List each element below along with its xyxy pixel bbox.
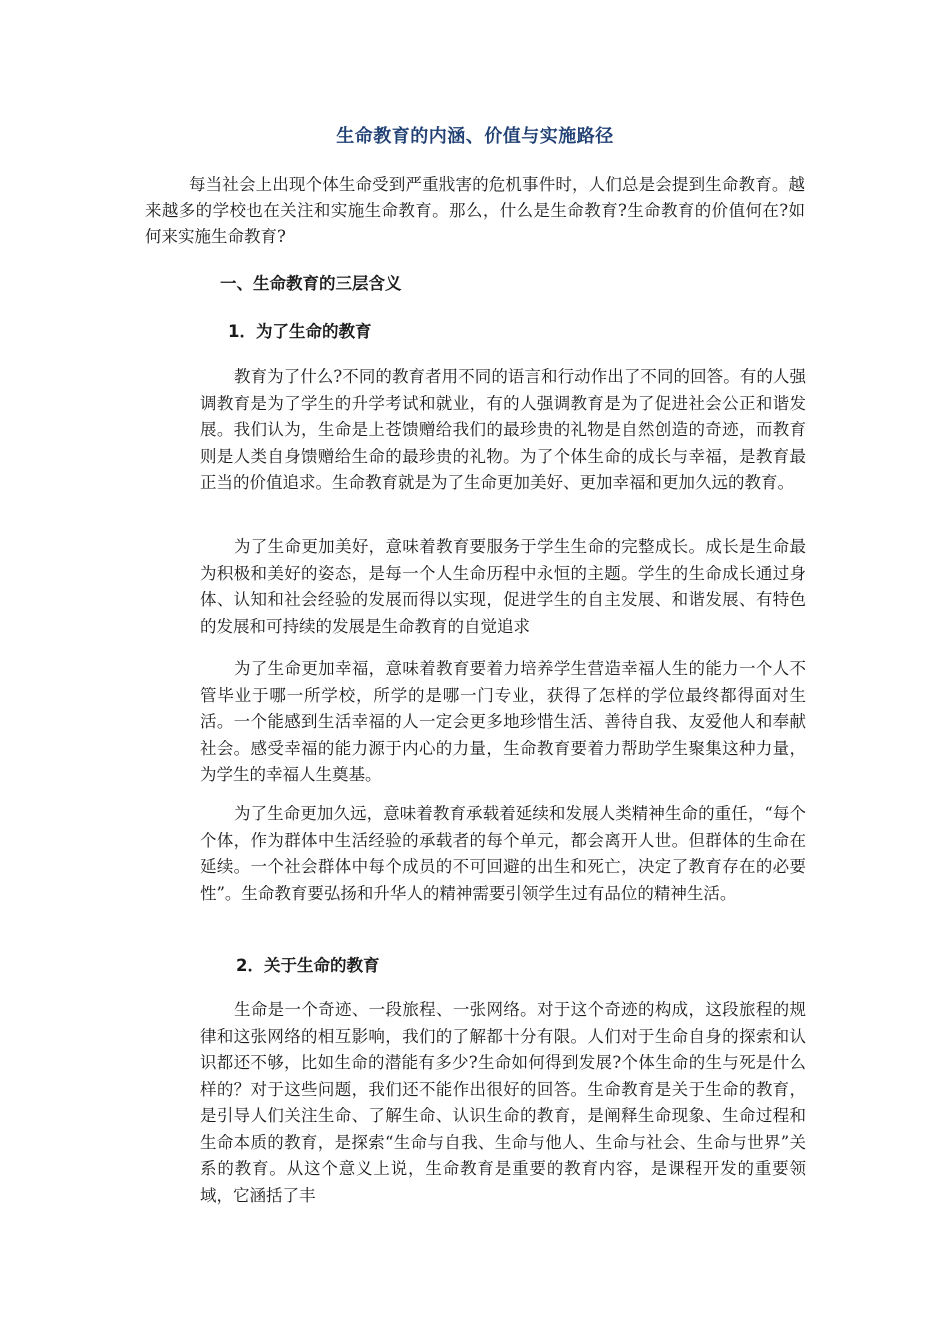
body-paragraph: 为了生命更加美好，意味着教育要服务于学生生命的完整成长。成长是生命最为积极和美好的姿态，是每一个人生命历程中永恒的主题。学生的生命成长通过身体、认知和社会经验的发展而得以实现，促进学生的自主发展、和谐发展、有特色的发展和可持续的发展是生命教育的自觉追求 [200,537,806,636]
body-paragraph: 为了生命更加久远，意味着教育承载着延续和发展人类精神生命的重任，“每个个体，作为群体中生活经验的承载者的每个单元，都会离开人世。但群体的生命在延续。一个社会群体中每个成员的不可回避的出生和死亡，决定了教育存在的必要性”。生命教育要弘扬和升华人的精神需要引领学生过有品位的精神生活。 [200,804,806,903]
intro-paragraph: 每当社会上出现个体生命受到严重戕害的危机事件时，人们总是会提到生命教育。越来越多的学校也在关注和实施生命教育。那么，什么是生命教育?生命教育的价值何在?如何来实施生命教育? [145,175,805,246]
subsection-heading-1: 1．为了生命的教育 [228,322,372,341]
body-paragraph: 教育为了什么?不同的教育者用不同的语言和行动作出了不同的回答。有的人强调教育是为了学生的升学考试和就业，有的人强调教育是为了促进社会公正和谐发展。我们认为，生命是上苍馈赠给我们的最珍贵的礼物是自然创造的奇迹，而教育则是人类自身馈赠给生命的最珍贵的礼物。为了个体生命的成长与幸福，是教育最正当的价值追求。生命教育就是为了生命更加美好、更加幸福和更加久远的教育。 [200,367,806,492]
subsection-heading-2: 2．关于生命的教育 [236,956,380,975]
section-heading-1: 一、生命教育的三层含义 [220,274,402,293]
body-paragraph: 为了生命更加幸福，意味着教育要着力培养学生营造幸福人生的能力一个人不管毕业于哪一所学校，所学的是哪一门专业，获得了怎样的学位最终都得面对生活。一个能感到生活幸福的人一定会更多地珍惜生活、善待自我、友爱他人和奉献社会。感受幸福的能力源于内心的力量，生命教育要着力帮助学生聚集这种力量，为学生的幸福人生奠基。 [200,659,806,784]
document-title: 生命教育的内涵、价值与实施路径 [336,126,614,147]
body-paragraph: 生命是一个奇迹、一段旅程、一张网络。对于这个奇迹的构成，这段旅程的规律和这张网络的相互影响，我们的了解都十分有限。人们对于生命自身的探索和认识都还不够，比如生命的潜能有多少?生命如何得到发展?个体生命的生与死是什么样的？对于这些问题，我们还不能作出很好的回答。生命教育是关于生命的教育，是引导人们关注生命、了解生命、认识生命的教育，是阐释生命现象、生命过程和生命本质的教育，是探索“生命与自我、生命与他人、生命与社会、生命与世界”关系的教育。从这个意义上说，生命教育是重要的教育内容，是课程开发的重要领域，它涵括了丰 [200,1000,806,1205]
